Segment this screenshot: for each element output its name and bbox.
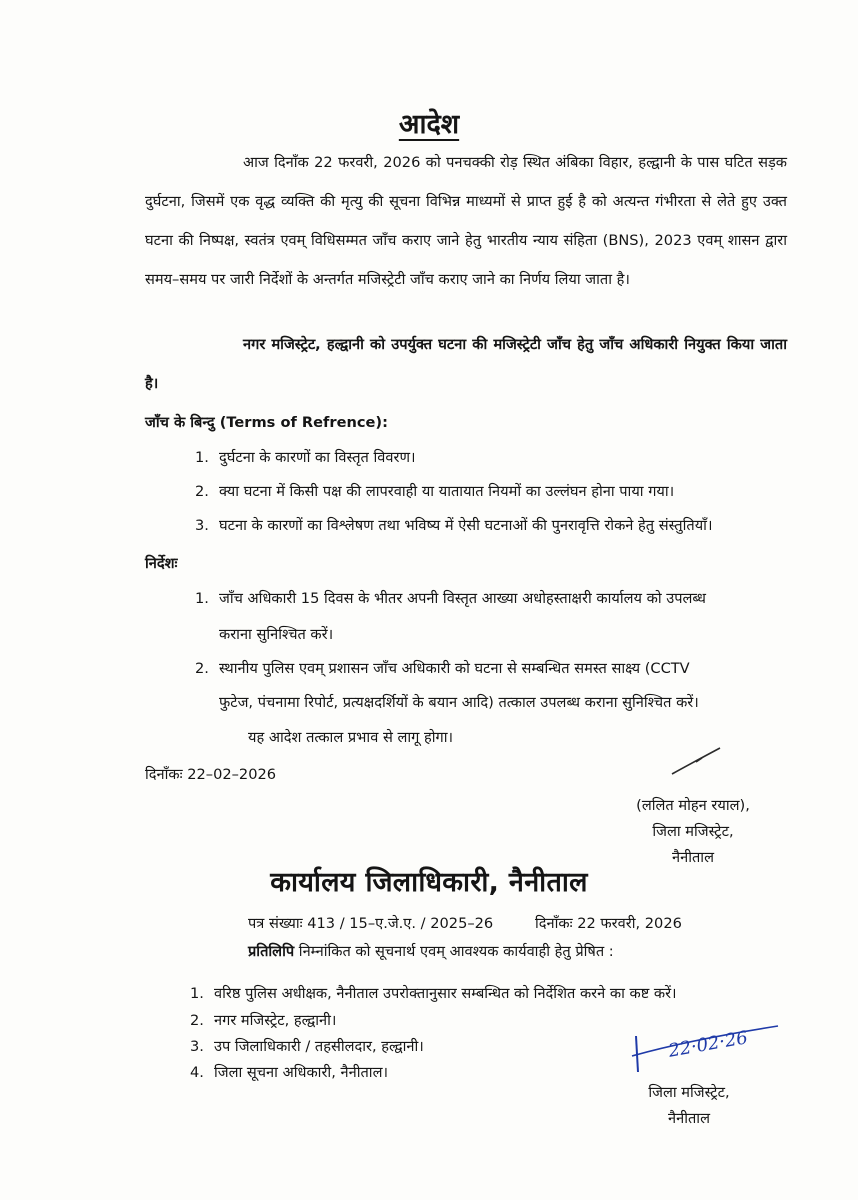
direction-item-2: 2. स्थानीय पुलिस एवम् प्रशासन जाँच अधिकारी को घटना से सम्बन्धित समस्त साक्ष्य (CCTV [195, 660, 690, 677]
order-signatory [608, 793, 778, 871]
terms-heading: जाँच के बिन्दु (Terms of Refrence): [145, 414, 388, 431]
letter-date: दिनाँकः 22 फरवरी, 2026 [535, 915, 682, 932]
copy-text: निम्नांकित को सूचनार्थ एवम् आवश्यक कार्यवाही हेतु प्रेषित : [294, 943, 614, 960]
recipient-3: 3. उप जिलाधिकारी / तहसीलदार, हल्द्वानी। [190, 1038, 424, 1055]
term-item-3: 3. घटना के कारणों का विश्लेषण तथा भविष्य में ऐसी घटनाओं की पुनरावृत्ति रोकने हेतु संस्तुतियाँ। [195, 517, 713, 534]
direction-item-2-cont: फुटेज, पंचनामा रिपोर्ट, प्रत्यक्षदर्शियों के बयान आदि) तत्काल उपलब्ध कराना सुनिश्चित करें। [219, 694, 699, 711]
office-heading: कार्यालय जिलाधिकारी, नैनीताल [270, 867, 588, 898]
recipient-1: 1. वरिष्ठ पुलिस अधीक्षक, नैनीताल उपरोक्तानुसार सम्बन्धित को निर्देशित करने का कष्ट करें। [190, 985, 677, 1002]
direction-item-1-cont: कराना सुनिश्चित करें। [219, 626, 334, 643]
directions-heading: निर्देशः [145, 555, 178, 572]
letter-number: पत्र संख्याः 413 / 15–ए.जे.ए. / 2025–26 [248, 915, 494, 932]
term-item-2: 2. क्या घटना में किसी पक्ष की लापरवाही या यातायात नियमों का उल्लंघन होना पाया गया। [195, 483, 675, 500]
order-title: आदेश [398, 109, 460, 140]
office-signatory [604, 1080, 774, 1132]
effect-line: यह आदेश तत्काल प्रभाव से लागू होगा। [248, 729, 454, 746]
recipient-4: 4. जिला सूचना अधिकारी, नैनीताल। [190, 1064, 388, 1081]
signatory-name: (ललित मोहन रयाल), [636, 797, 750, 814]
recipient-2: 2. नगर मजिस्ट्रेट, हल्द्वानी। [190, 1012, 337, 1029]
order-date: दिनाँकः 22–02–2026 [145, 766, 277, 783]
handwritten-date: 22·02·26 [666, 1027, 750, 1062]
office-signatory-designation: जिला मजिस्ट्रेट, [648, 1084, 730, 1101]
copy-label: प्रतिलिपि [248, 943, 295, 960]
direction-item-1: 1. जाँच अधिकारी 15 दिवस के भीतर अपनी विस्तृत आख्या अधोहस्ताक्षरी कार्यालय को उपलब्ध [195, 590, 706, 607]
signature-mark [668, 742, 728, 782]
office-signatory-place: नैनीताल [668, 1110, 710, 1127]
order-paragraph-1: आज दिनाँक 22 फरवरी, 2026 को पनचक्की रोड़ स्थित अंबिका विहार, हल्द्वानी के पास घटित सड़क दुर्घटना, जिसमें एक वृद्ध व्यक्ति की मृत्यु की सूचना विभिन्न माध्यमों से प्राप्त हुई है को अत्यन्त गंभीरता से लेते हुए उक्त घटना की निष्पक्ष, स्वतंत्र एवम् विधिसम्मत जाँच कराए जाने हेतु भारतीय न्याय संहिता (BNS), 2023 एवम् शासन द्वारा समय–समय पर जारी निर्देशों के अन्तर्गत मजिस्ट्रेटी जाँच कराए जाने का निर्णय लिया जाता है। [145, 154, 787, 288]
order-paragraph-2: नगर मजिस्ट्रेट, हल्द्वानी को उपर्युक्त घटना की मजिस्ट्रेटी जाँच हेतु जाँच अधिकारी नियुक्त किया जाता है। [145, 336, 787, 392]
signatory-place: नैनीताल [672, 849, 714, 866]
signatory-designation: जिला मजिस्ट्रेट, [652, 823, 734, 840]
copy-to-line [248, 941, 614, 961]
term-item-1: 1. दुर्घटना के कारणों का विस्तृत विवरण। [195, 449, 416, 466]
